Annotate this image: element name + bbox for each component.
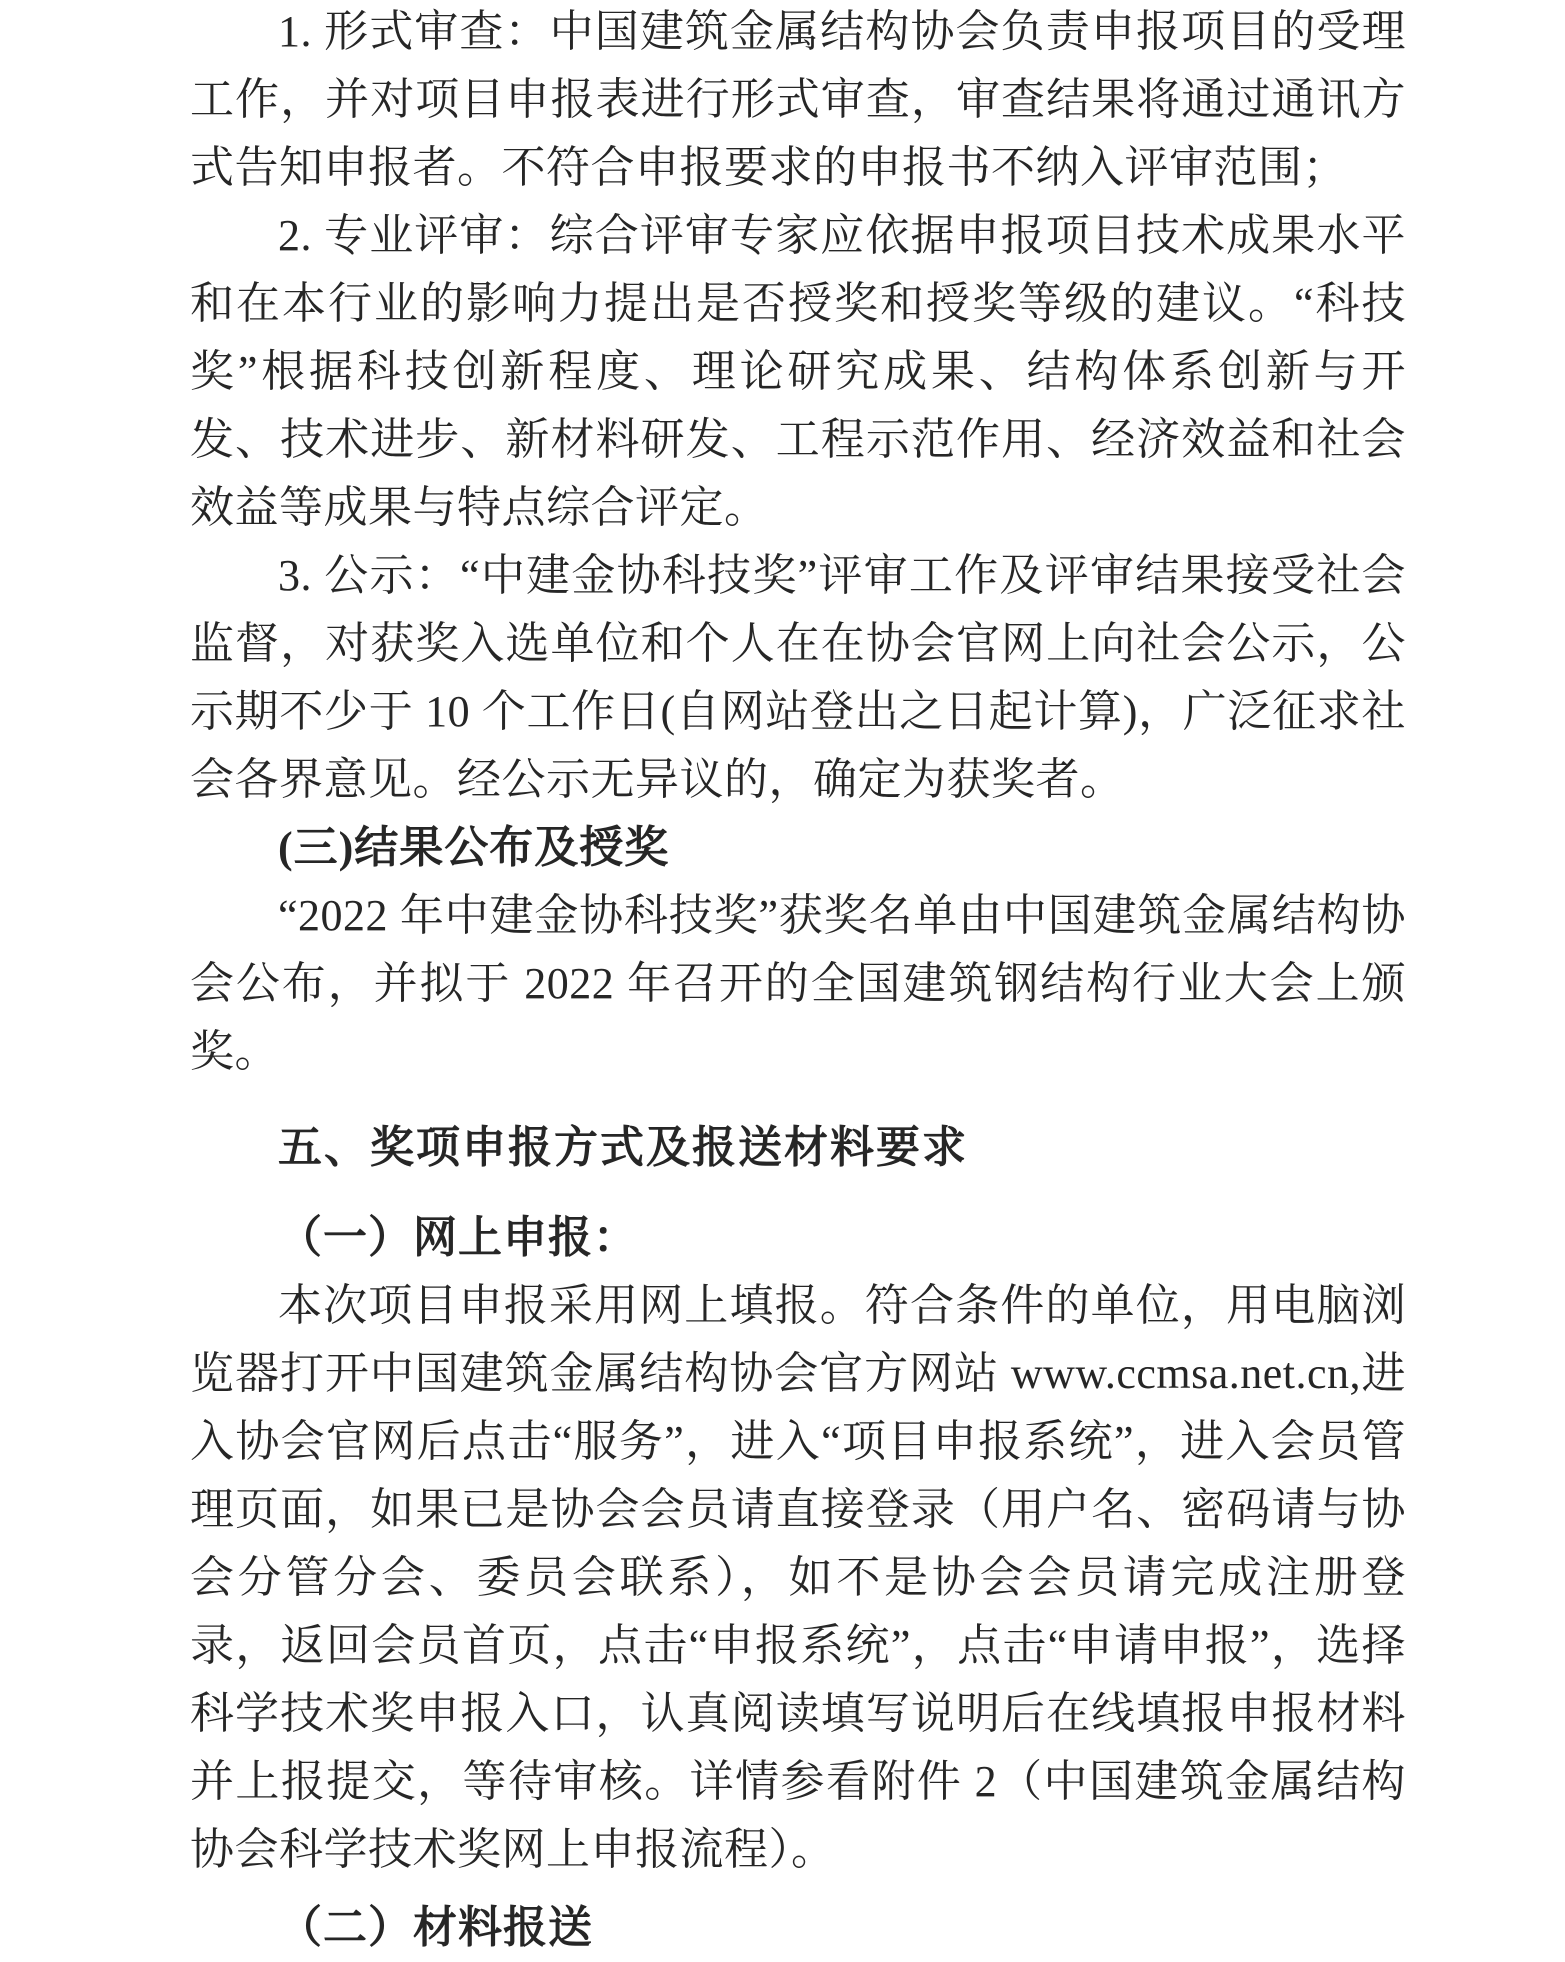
paragraph-online-application-instructions: 本次项目申报采用网上填报。符合条件的单位，用电脑浏览器打开中国建筑金属结构协会官方网站 www.ccmsa.net.cn,进入协会官网后点击“服务”，进入“项目申报系统”，进入会员管理页面，如果已是协会会员请直接登录（用户名、密码请与协会分管分会、委员会联系），如不是协会会员请完成注册登录，返回会员首页，点击“申报系统”，点击“申请申报”，选择科学技术奖申报入口，认真阅读填写说明后在线填报申报材料并上报提交，等待审核。详情参看附件 2（中国建筑金属结构协会科学技术奖网上申报流程）。 — [190, 1281, 1406, 1874]
subheading-results-announcement: (三)结果公布及授奖 — [278, 823, 670, 872]
subheading-material-submission: （二）材料报送 — [278, 1903, 593, 1952]
paragraph-item-2-expert-review: 2. 专业评审：综合评审专家应依据申报项目技术成果水平和在本行业的影响力提出是否授奖和授奖等级的建议。“科技奖”根据科技创新程度、理论研究成果、结构体系创新与开发、技术进步、新材料研发、工程示范作用、经济效益和社会效益等成果与特点综合评定。 — [190, 211, 1406, 532]
paragraph-item-3-public-notice: 3. 公示：“中建金协科技奖”评审工作及评审结果接受社会监督，对获奖入选单位和个人在在协会官网上向社会公示，公示期不少于 10 个工作日(自网站登出之日起计算)，广泛征求社会各界意见。经公示无异议的，确定为获奖者。 — [190, 551, 1406, 804]
paragraph-results-announcement: “2022 年中建金协科技奖”获奖名单由中国建筑金属结构协会公布，并拟于 2022 年召开的全国建筑钢结构行业大会上颁奖。 — [190, 891, 1406, 1076]
document-content — [190, 0, 1406, 1962]
paragraph-item-1-formal-review: 1. 形式审查：中国建筑金属结构协会负责申报项目的受理工作，并对项目申报表进行形式审查，审查结果将通过通讯方式告知申报者。不符合申报要求的申报书不纳入评审范围； — [190, 7, 1406, 192]
heading-section-five-application-requirements: 五、奖项申报方式及报送材料要求 — [278, 1123, 968, 1172]
subheading-online-application: （一）网上申报： — [278, 1213, 638, 1262]
